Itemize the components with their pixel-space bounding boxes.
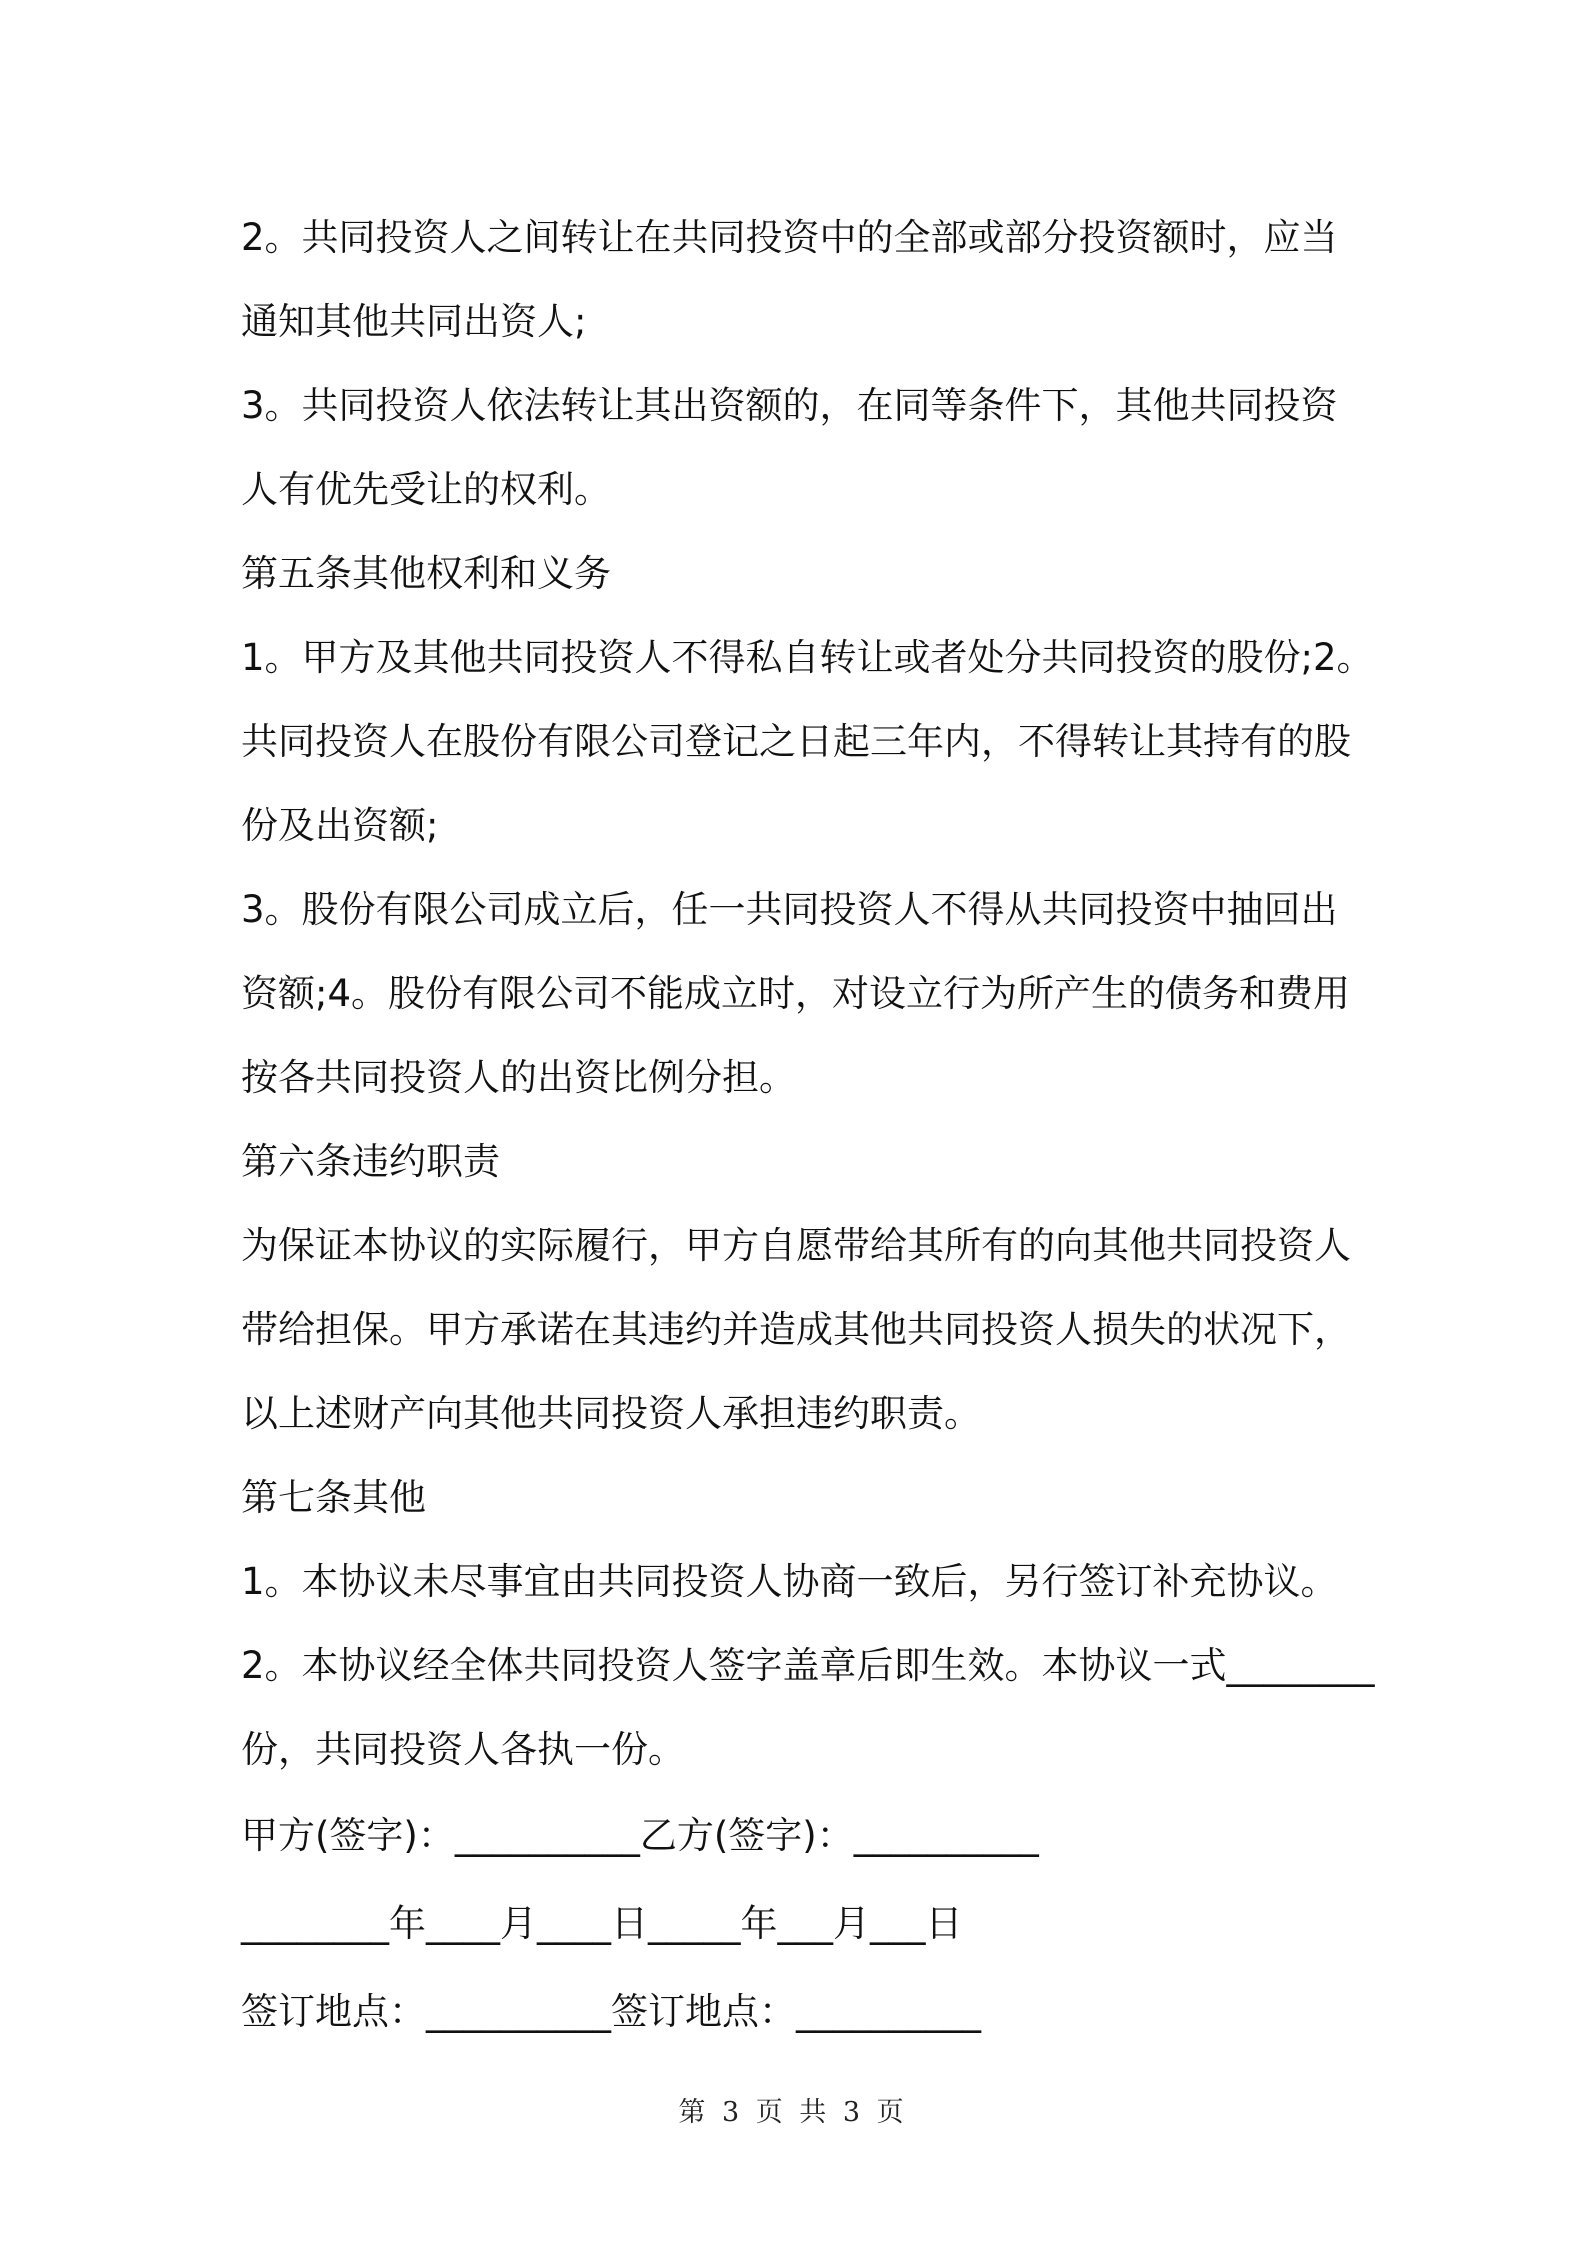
paragraph-line: 2。本协议经全体共同投资人签字盖章后即生效。本协议一式________	[241, 1644, 1375, 1687]
page-number-footer: 第 3 页 共 3 页	[678, 2097, 908, 2128]
paragraph-line: 以上述财产向其他共同投资人承担违约职责。	[241, 1392, 981, 1435]
document-body	[241, 196, 1375, 2056]
signature-line: 甲方(签字)：__________乙方(签字)：__________	[241, 1814, 1039, 1857]
section-heading-article-7: 第七条其他	[241, 1476, 426, 1519]
paragraph-line: 共同投资人在股份有限公司登记之日起三年内，不得转让其持有的股	[241, 720, 1351, 763]
section-heading-article-5: 第五条其他权利和义务	[241, 552, 611, 595]
paragraph-line: 1。本协议未尽事宜由共同投资人协商一致后，另行签订补充协议。	[241, 1560, 1338, 1603]
paragraph-line: 份及出资额;	[241, 804, 439, 847]
paragraph-line: 人有优先受让的权利。	[241, 468, 611, 511]
paragraph-line: 按各共同投资人的出资比例分担。	[241, 1056, 796, 1099]
section-heading-article-6: 第六条违约职责	[241, 1140, 500, 1183]
paragraph-line: 3。股份有限公司成立后，任一共同投资人不得从共同投资中抽回出	[241, 888, 1338, 931]
paragraph-line: 带给担保。甲方承诺在其违约并造成其他共同投资人损失的状况下，	[241, 1308, 1351, 1351]
paragraph-line: 1。甲方及其他共同投资人不得私自转让或者处分共同投资的股份;2。	[241, 636, 1374, 679]
signing-place-line: 签订地点：__________签订地点：__________	[241, 1990, 981, 2033]
paragraph-line: 资额;4。股份有限公司不能成立时，对设立行为所产生的债务和费用	[241, 972, 1351, 1015]
paragraph-line: 份，共同投资人各执一份。	[241, 1728, 685, 1771]
paragraph-line: 3。共同投资人依法转让其出资额的，在同等条件下，其他共同投资	[241, 384, 1338, 427]
paragraph-line: 为保证本协议的实际履行，甲方自愿带给其所有的向其他共同投资人	[241, 1224, 1351, 1267]
paragraph-line: 通知其他共同出资人;	[241, 300, 587, 343]
date-line: ________年____月____日_____年___月___日	[241, 1902, 963, 1945]
paragraph-line: 2。共同投资人之间转让在共同投资中的全部或部分投资额时，应当	[241, 216, 1338, 259]
